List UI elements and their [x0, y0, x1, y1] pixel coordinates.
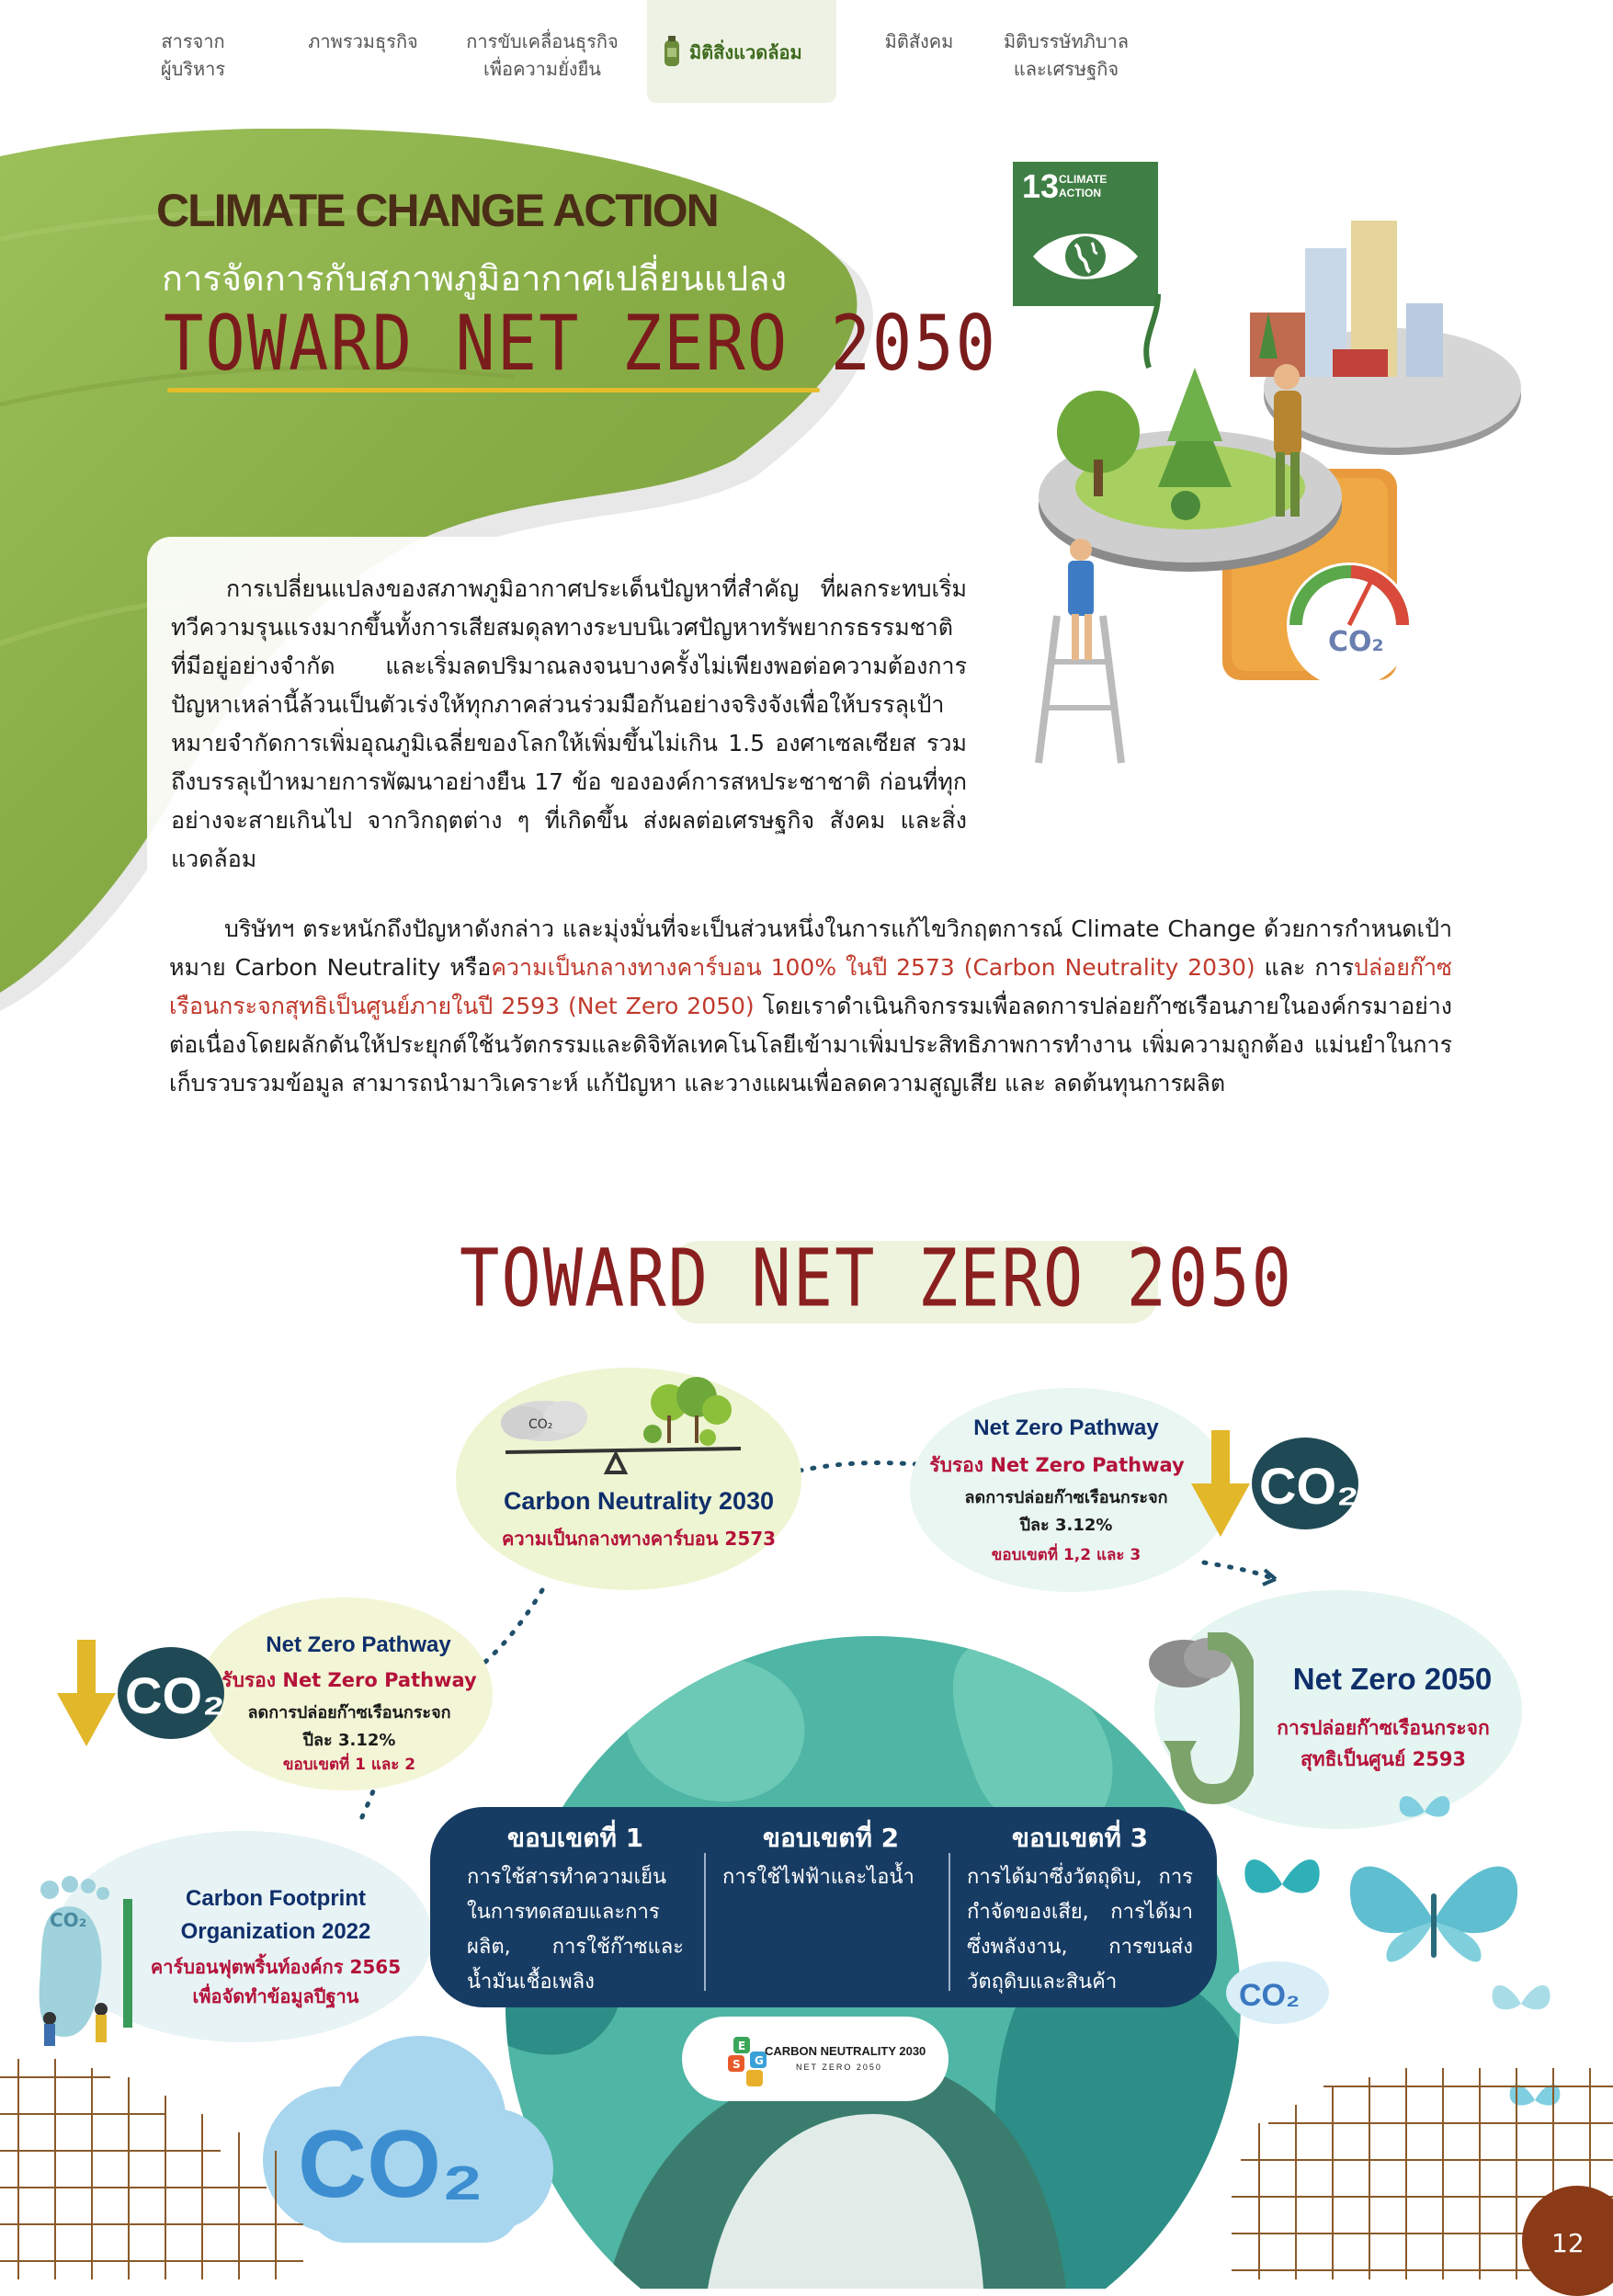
net-zero-2050-line2: สุทธิเป็นศูนย์ 2593 [1300, 1748, 1467, 1770]
butterfly-icon [1241, 1847, 1323, 1921]
pathway-right-line1: รับรอง Net Zero Pathway [929, 1454, 1185, 1476]
footprint-icon [13, 1871, 169, 2046]
gas-cylinder-icon [662, 35, 682, 68]
net-zero-illustration [1029, 211, 1544, 772]
logo-line2: NET ZERO 2050 [796, 2063, 882, 2072]
scope-1 [467, 1822, 684, 2000]
butterfly-icon [1489, 1976, 1553, 2031]
svg-text:E: E [738, 2040, 746, 2052]
carbon-neutrality-target: ความเป็นกลางทางคาร์บอน 100% ในปี 2573 (Carbon Neutrality 2030) [491, 954, 1255, 981]
butterfly-icon [1397, 1789, 1452, 1835]
carbon-neutrality-logo [682, 2017, 948, 2101]
scope-divider [948, 1853, 950, 1991]
tagline-net-zero: TOWARD NET ZERO 2050 [164, 299, 997, 388]
co2-seesaw-icon [487, 1370, 744, 1489]
sdg-title: CLIMATE ACTION [1059, 173, 1108, 199]
svg-text:G: G [755, 2054, 764, 2067]
scope-3-title: ขอบเขตที่ 3 [1011, 1823, 1149, 1853]
title-thai: การจัดการกับสภาพภูมิอากาศเปลี่ยนแปลง [162, 258, 788, 299]
co2-badge-icon [1222, 1954, 1333, 2028]
tagline-underline [167, 388, 820, 392]
pathway-left-line4: ขอบเขตที่ 1 และ 2 [282, 1756, 416, 1774]
pathway-right-line3: ปีละ 3.12% [1019, 1516, 1113, 1535]
co2-text-left: CO₂ [125, 1666, 225, 1724]
sdg-number: 13 [1022, 167, 1060, 205]
nav-tab-executive-message[interactable]: สารจาก ผู้บริหาร [160, 30, 226, 80]
wire-grid-left [0, 2059, 303, 2279]
recycle-arrow-icon [1143, 1632, 1254, 1807]
svg-text:S: S [733, 2058, 741, 2071]
co2-text: CO₂ [1259, 1457, 1359, 1515]
top-navigation [147, 0, 1158, 106]
net-zero-target: ปล่อยก๊าซเรือนกระจกสุทธิเป็นศูนย์ภายในปี 2593 (Net Zero 2050) [169, 954, 1453, 1019]
net-zero-2050-line1: การปล่อยก๊าซเรือนกระจก [1277, 1717, 1490, 1739]
co2-down-arrow-icon [1191, 1430, 1362, 1540]
scope-1-title: ขอบเขตที่ 1 [506, 1823, 644, 1853]
nav-tab-governance-economy[interactable]: มิติบรรษัทภิบาล และเศรษฐกิจ [1003, 30, 1130, 80]
pathway-right-line2: ลดการปล่อยก๊าซเรือนกระจก [964, 1488, 1168, 1507]
meter-co2-label: CO₂ [1328, 626, 1384, 658]
carbon-neutrality-2030-title: Carbon Neutrality 2030 [503, 1487, 775, 1515]
nav-tab-environment-label: มิติสิ่งแวดล้อม [689, 41, 802, 63]
infographic-title: TOWARD NET ZERO 2050 [460, 1232, 1293, 1324]
pathway-left-line3: ปีละ 3.12% [302, 1731, 396, 1750]
title-english: CLIMATE CHANGE ACTION [156, 185, 718, 236]
nav-tab-sustainability[interactable]: การขับเคลื่อนธุรกิจ เพื่อความยั่งยืน [466, 30, 619, 80]
scope-divider [704, 1853, 706, 1991]
carbon-footprint-title1: Carbon Footprint [186, 1886, 366, 1911]
carbon-footprint-title2: Organization 2022 [180, 1919, 371, 1944]
footprint-co2-label: CO₂ [50, 1909, 87, 1931]
pathway-right-title: Net Zero Pathway [973, 1415, 1159, 1440]
logo-line1: CARBON NEUTRALITY 2030 [765, 2044, 926, 2058]
scope-2 [722, 1822, 939, 1895]
pathway-left-line2: ลดการปล่อยก๊าซเรือนกระจก [247, 1703, 451, 1722]
scope-3 [967, 1822, 1193, 2000]
page-number: 12 [1551, 2228, 1585, 2258]
nav-tab-social[interactable]: มิติสังคม [884, 30, 954, 52]
scope-3-text: การได้มาซึ่งวัตถุดิบ, การกำจัดของเสีย, การได้มาซึ่งพลังงาน, การขนส่งวัตถุดิบและสินค้า [967, 1866, 1193, 1994]
scope-2-title: ขอบเขตที่ 2 [762, 1823, 900, 1853]
intro-paragraph-1: การเปลี่ยนแปลงของสภาพภูมิอากาศประเด็นปัญหาที่สำคัญ ที่ผลกระทบเริ่มทวีความรุนแรงมากขึ้นทั้งการเสียสมดุลทางระบบนิเวศปัญหาทรัพยากรธรรมชาติที่มีอยู่อย่างจำกัด และเริ่มลดปริมาณลงจนบางครั้งไม่เพียงพอต่อความต้องการ ปัญหาเหล่านี้ล้วนเป็นตัวเร่งให้ทุกภาคส่วนร่วมมือกันอย่างจริงจังเพื่อให้บรรลุเป้าหมายจำกัดการเพิ่มอุณภูมิเฉลี่ยของโลกให้เพิ่มขึ้นไม่เกิน 1.5 องศาเซลเซียส รวมถึงบรรลุเป้าหมายการพัฒนาอย่างยืน 17 ข้อ ขององค์การสหประชาชาติ ก่อนที่ทุกอย่างจะสายเกินไป จากวิกฤตต่าง ๆ ที่เกิดขึ้น ส่งผลต่อเศรษฐกิจ สังคม และสิ่งแวดล้อม [171, 575, 967, 872]
nav-tab-environment[interactable] [647, 0, 836, 103]
intro-paragraph-2: บริษัทฯ ตระหนักถึงปัญหาดังกล่าว และมุ่งมั่นที่จะเป็นส่วนหนึ่งในการแก้ไขวิกฤตการณ์ Climate Change ด้วยการกำหนดเป้าหมาย Carbon Neutrality หรือความเป็นกลางทางคาร์บอน 100% ในปี 2573 (Carbon Neutrality 2030) และ การปล่อยก๊าซเรือนกระจกสุทธิเป็นศูนย์ภายในปี 2593 (Net Zero 2050) โดยเราดำเนินกิจกรรมเพื่อลดการปล่อยก๊าซเรือนภายในองค์กรมาอย่างต่อเนื่องโดยผลักดันให้ประยุกต์ใช้นวัตกรรมและดิจิทัลเทคโนโลยีเข้ามาเพิ่มประสิทธิภาพการทำงาน เพิ่มความถูกต้อง แม่นยำในการเก็บรวบรวมข้อมูล สามารถนำมาวิเคราะห์ แก้ปัญหา และวางแผนเพื่อลดความสูญเสีย และ ลดต้นทุนการผลิต [169, 915, 1453, 1097]
carbon-footprint-line1: คาร์บอนฟุตพริ้นท์องค์กร 2565 [150, 1956, 402, 1978]
scope-2-text: การใช้ไฟฟ้าและไอน้ำ [722, 1866, 914, 1889]
big-co2-text: CO₂ [298, 2111, 484, 2218]
co2-badge-text: CO₂ [1239, 1978, 1301, 2013]
scope-1-text: การใช้สารทำความเย็นในการทดสอบและการผลิต, การใช้ก๊าซและน้ำมันเชื้อเพลิง [467, 1866, 684, 1994]
pathway-right-line4: ขอบเขตที่ 1,2 และ 3 [991, 1546, 1142, 1564]
butterfly-icon [1342, 1838, 1526, 1995]
carbon-neutrality-2030-subtitle: ความเป็นกลางทางคาร์บอน 2573 [501, 1528, 777, 1550]
nav-tab-business-overview[interactable]: ภาพรวมธุรกิจ [308, 30, 418, 52]
co2-down-arrow-icon-left [57, 1640, 228, 1750]
carbon-footprint-line2: เพื่อจัดทำข้อมูลปีฐาน [192, 1985, 359, 2007]
net-zero-2050-title: Net Zero 2050 [1292, 1662, 1493, 1696]
pathway-left-title: Net Zero Pathway [266, 1632, 451, 1657]
emission-scopes-panel [430, 1807, 1217, 2007]
seesaw-co2-label: CO₂ [528, 1417, 553, 1432]
pathway-left-line1: รับรอง Net Zero Pathway [222, 1669, 477, 1691]
